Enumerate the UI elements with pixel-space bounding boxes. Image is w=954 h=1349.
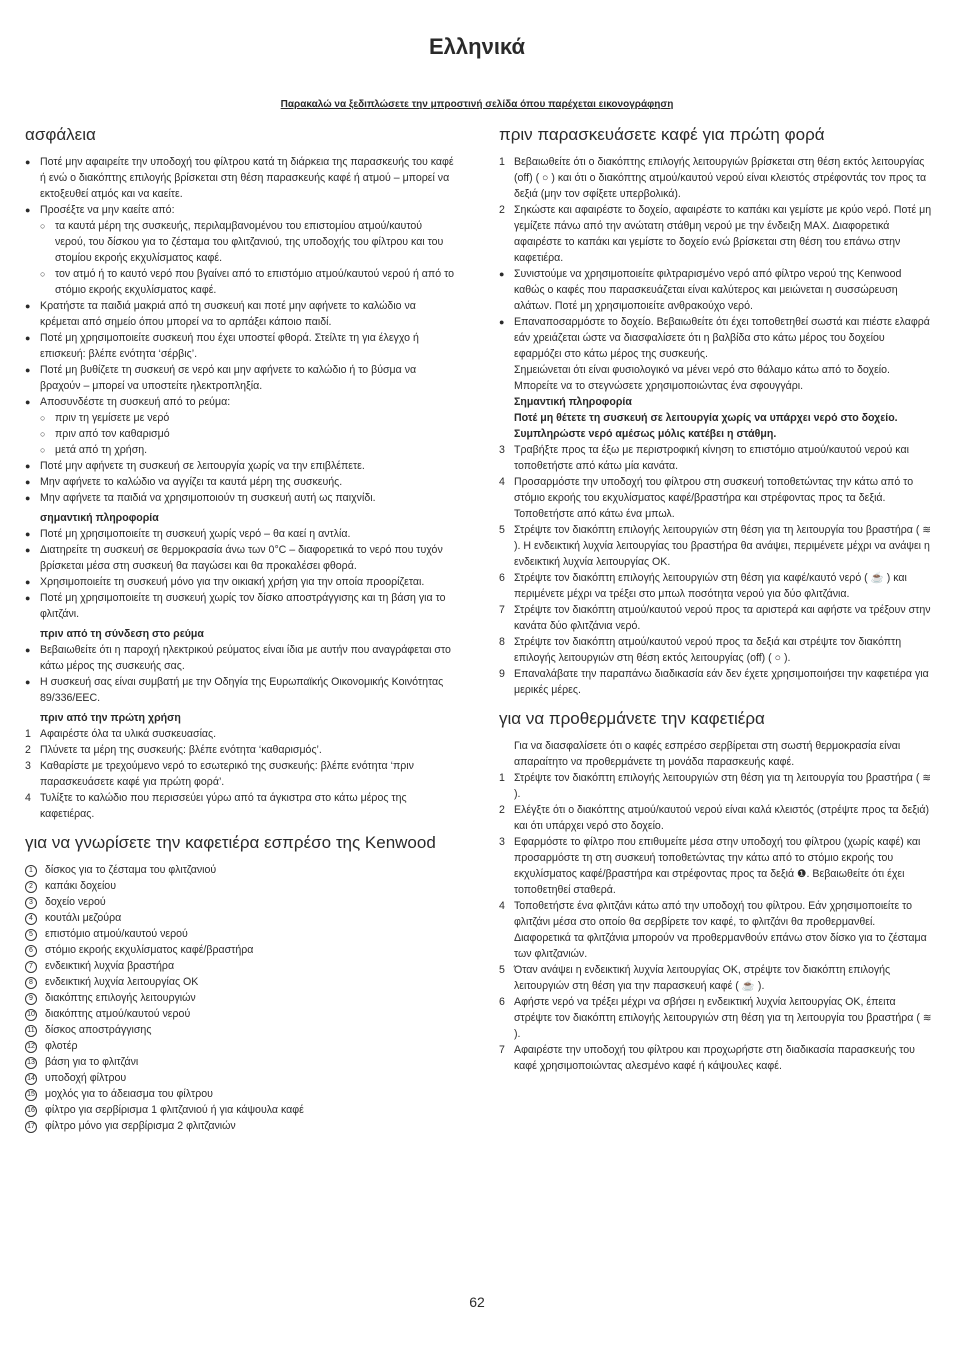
part-number: 15 bbox=[25, 1089, 37, 1101]
note-text: Σημειώνεται ότι είναι φυσιολογικό να μένει νερό στο θάλαμο κάτω από το δοχείο. Μπορείτε να το στεγνώσετε χρησιμοποιώντας ένα σφουγγάρι. bbox=[514, 364, 890, 392]
list-item: ● Μην αφήνετε το καλώδιο να αγγίζει τα καυτά μέρη της συσκευής. bbox=[25, 476, 343, 488]
part-label: βάση για το φλιτζάνι bbox=[45, 1056, 139, 1068]
list-item: 4 Τυλίξτε το καλώδιο που περισσεύει γύρω από τα άγκιστρα στο κάτω μέρος της καφετιέρας. bbox=[25, 792, 407, 820]
part-label: δίσκος αποστράγγισης bbox=[45, 1024, 152, 1036]
part-number: 16 bbox=[25, 1105, 37, 1117]
part-number: 12 bbox=[25, 1041, 37, 1053]
list-item: ○ πριν τη γεμίσετε με νερό bbox=[40, 412, 170, 424]
list-item: ● Ποτέ μη βυθίζετε τη συσκευή σε νερό και μην αφήνετε το καλώδιο ή το βύσμα να βραχούν – μπορεί να υποστείτε ηλεκτροπληξία. bbox=[25, 364, 417, 392]
list-item: 2 Πλύνετε τα μέρη της συσκευής: βλέπε ενότητα ‘καθαρισμός’. bbox=[25, 744, 322, 756]
list-item: 8 Στρέψτε τον διακόπτη ατμού/καυτού νερού προς τα δεξιά και στρέψτε τον διακόπτη επιλογής λειτουργιών στη θέση εκτός λειτουργίας (off) ( ○ ). bbox=[499, 636, 902, 664]
part-number: 4 bbox=[25, 913, 37, 925]
part-item bbox=[25, 974, 455, 990]
part-item bbox=[25, 910, 455, 926]
list-item: 7 Στρέψτε τον διακόπτη ατμού/καυτού νερού προς τα αριστερά και αφήστε να τρέξουν στην κανάτα δύο φλιτζάνια νερό. bbox=[499, 604, 931, 632]
part-number: 2 bbox=[25, 881, 37, 893]
list-item: 4 Προσαρμόστε την υποδοχή του φίλτρου στη συσκευή τοποθετώντας την κάτω από το στόμιο εκροής του εκχυλίσματος καφέ/βραστήρα και στρέφοντας προς τα δεξιά. Τοποθετήστε από κάτω ένα μπωλ. bbox=[499, 476, 914, 520]
list-item: ○ μετά από τη χρήση. bbox=[40, 444, 148, 456]
list-item: 1 Στρέψτε τον διακόπτη επιλογής λειτουργιών στη θέση για τη λειτουργία του βραστήρα ( ≋ ). bbox=[499, 772, 932, 800]
part-item bbox=[25, 1022, 455, 1038]
list-item: 7 Αφαιρέστε την υποδοχή του φίλτρου και προχωρήστε στη διαδικασία παρασκευής του καφέ χρησιμοποιώντας αλεσμένο καφέ ή κάψουλες καφέ. bbox=[499, 1044, 915, 1072]
part-number: 9 bbox=[25, 993, 37, 1005]
list-item: ● Ποτέ μην αφήνετε τη συσκευή σε λειτουργία χωρίς να την επιβλέπετε. bbox=[25, 460, 365, 472]
list-item: ○ πριν από τον καθαρισμό bbox=[40, 428, 170, 440]
part-number: 3 bbox=[25, 897, 37, 909]
part-item bbox=[25, 1006, 455, 1022]
part-item bbox=[25, 1054, 455, 1070]
fold-out-note: Παρακαλώ να ξεδιπλώσετε την μπροστινή σελίδα όπου παρέχεται εικονογράφηση bbox=[280, 99, 674, 110]
list-item: 4 Τοποθετήστε ένα φλιτζάνι κάτω από την υποδοχή του φίλτρου. Εάν χρησιμοποιείτε το φλιτζάνι μέσα στο οποίο θα σερβίρετε τον καφέ, το φλιτζάνι θα προθερμανθεί. Διαφορετικά τα φλιτζάνια μπορούν να προθερμανθούν επάνω στον δίσκο για το ζέσταμα των φλιτζανιών. bbox=[499, 900, 927, 960]
preheat-heading: για να προθερμάνετε την καφετιέρα bbox=[499, 709, 765, 728]
part-number: 14 bbox=[25, 1073, 37, 1085]
part-label: επιστόμιο ατμού/καυτού νερού bbox=[45, 928, 188, 940]
list-item: ● Διατηρείτε τη συσκευή σε θερμοκρασία άνω των 0°C – διαφορετικά το νερό που τυχόν βρίσκεται μέσα στη συσκευή θα παγώσει και θα προκαλέσει φθορά. bbox=[25, 544, 443, 572]
part-number: 5 bbox=[25, 929, 37, 941]
part-label: δίσκος για το ζέσταμα του φλιτζανιού bbox=[45, 864, 217, 876]
part-label: ενδεικτική λυχνία λειτουργίας OK bbox=[45, 976, 199, 988]
part-number: 6 bbox=[25, 945, 37, 957]
important-note-heading: Σημαντική πληροφορία bbox=[514, 396, 632, 408]
list-item: 1 Αφαιρέστε όλα τα υλικά συσκευασίας. bbox=[25, 728, 217, 740]
part-item bbox=[25, 942, 455, 958]
part-number: 7 bbox=[25, 961, 37, 973]
part-number: 11 bbox=[25, 1025, 37, 1037]
part-label: υποδοχή φίλτρου bbox=[45, 1072, 127, 1084]
list-item: ○ τον ατμό ή το καυτό νερό που βγαίνει από το επιστόμιο ατμού/καυτού νερού ή από το στόμιο εκροής εκχυλίσματος καφέ. bbox=[40, 268, 455, 296]
part-label: φλοτέρ bbox=[45, 1040, 78, 1052]
part-item bbox=[25, 1118, 455, 1134]
list-item: ● Αποσυνδέστε τη συσκευή από το ρεύμα: bbox=[25, 396, 231, 408]
list-item: ● Η συσκευή σας είναι συμβατή με την Οδηγία της Ευρωπαϊκής Οικονομικής Κοινότητας 89/336/EEC. bbox=[25, 676, 444, 704]
part-item bbox=[25, 990, 455, 1006]
part-number: 13 bbox=[25, 1057, 37, 1069]
part-label: μοχλός για το άδειασμα του φίλτρου bbox=[45, 1088, 213, 1100]
list-item: 6 Αφήστε νερό να τρέξει μέχρι να σβήσει η ενδεικτική λυχνία λειτουργίας OK, έπειτα στρέψτε τον διακόπτη επιλογής λειτουργιών στη θέση για τη λειτουργία του βραστήρα ( ≋ ). bbox=[499, 996, 932, 1040]
list-item: ○ τα καυτά μέρη της συσκευής, περιλαμβανομένου του επιστομίου ατμού/καυτού νερού, του δίσκου για το ζέσταμα του φλιτζανιού, της υποδοχής του φίλτρου και του στομίου εκροής εκχυλίσματος καφέ. bbox=[40, 220, 444, 264]
list-item: ● Ποτέ μη χρησιμοποιείτε συσκευή που έχει υποστεί φθορά. Στείλτε τη για έλεγχο ή επισκευή: βλέπε ενότητα ‘σέρβις’. bbox=[25, 332, 419, 360]
part-label: διακόπτης ατμού/καυτού νερού bbox=[45, 1008, 191, 1020]
part-item bbox=[25, 862, 455, 878]
part-item bbox=[25, 1086, 455, 1102]
page-title: Ελληνικά bbox=[429, 34, 525, 59]
part-label: κουτάλι μεζούρα bbox=[45, 912, 122, 924]
right-column bbox=[499, 124, 933, 1074]
part-item bbox=[25, 926, 455, 942]
part-item bbox=[25, 958, 455, 974]
list-item: 6 Στρέψτε τον διακόπτη επιλογής λειτουργιών στη θέση για καφέ/καυτό νερό ( ☕ ) και περιμένετε μέχρι να τρέξει στο μπωλ ποσότητα νερού για δύο φλιτζάνια. bbox=[499, 572, 907, 600]
part-label: φίλτρο μόνο για σερβίρισμα 2 φλιτζανιών bbox=[45, 1120, 236, 1132]
part-item bbox=[25, 1070, 455, 1086]
part-number: 8 bbox=[25, 977, 37, 989]
before-plug-heading: πριν από τη σύνδεση στο ρεύμα bbox=[40, 628, 204, 640]
list-item: 3 Καθαρίστε με τρεχούμενο νερό το εσωτερικό της συσκευής: βλέπε ενότητα ‘πριν παρασκευάσετε καφέ για πρώτη φορά’. bbox=[25, 760, 414, 788]
list-item: ● Ποτέ μη χρησιμοποιείτε τη συσκευή χωρίς τον δίσκο αποστράγγισης και τη βάση για το φλιτζάνι. bbox=[25, 592, 446, 620]
part-label: στόμιο εκροής εκχυλίσματος καφέ/βραστήρα bbox=[45, 944, 254, 956]
page-number: 62 bbox=[469, 1294, 485, 1310]
list-item: ● Ποτέ μη χρησιμοποιείτε τη συσκευή χωρίς νερό – θα καεί η αντλία. bbox=[25, 528, 351, 540]
part-label: διακόπτης επιλογής λειτουργιών bbox=[45, 992, 196, 1004]
first-use-heading: πριν από την πρώτη χρήση bbox=[40, 712, 181, 724]
part-number: 1 bbox=[25, 865, 37, 877]
list-item: 1 Βεβαιωθείτε ότι ο διακόπτης επιλογής λειτουργιών βρίσκεται στη θέση εκτός λειτουργίας (off) ( ○ ) και ότι ο διακόπτης ατμού/καυτού νερού είναι κλειστός στρέφοντάς τον προς τα δεξιά (μην τον σφίξετε υπερβολικά). bbox=[499, 156, 927, 200]
parts-list bbox=[25, 862, 455, 1134]
part-label: καπάκι δοχείου bbox=[45, 880, 116, 892]
list-item: 9 Επαναλάβατε την παραπάνω διαδικασία εάν δεν έχετε χρησιμοποιήσει την καφετιέρα για μερικές μέρες. bbox=[499, 668, 929, 696]
left-column bbox=[25, 124, 455, 1134]
list-item: ● Προσέξτε να μην καείτε από: bbox=[25, 204, 175, 216]
list-item: 2 Ελέγξτε ότι ο διακόπτης ατμού/καυτού νερού είναι καλά κλειστός (στρέψτε προς τα δεξιά) και ότι υπάρχει νερό στο δοχείο. bbox=[499, 804, 929, 832]
preheat-intro: Για να διασφαλίσετε ότι ο καφές εσπρέσο σερβίρεται στη σωστή θερμοκρασία είναι απαραίτητο να προθερμάνετε τη μονάδα παρασκευής καφέ. bbox=[514, 740, 901, 768]
list-item: ● Μην αφήνετε τα παιδιά να χρησιμοποιούν τη συσκευή αυτή ως παιχνίδι. bbox=[25, 492, 376, 504]
important-heading: σημαντική πληροφορία bbox=[40, 512, 159, 524]
part-item bbox=[25, 1102, 455, 1118]
part-item bbox=[25, 1038, 455, 1054]
part-number: 17 bbox=[25, 1121, 37, 1133]
part-number: 10 bbox=[25, 1009, 37, 1021]
part-label: ενδεικτική λυχνία βραστήρα bbox=[45, 960, 175, 972]
list-item: ● Επαναποσαρμόστε το δοχείο. Βεβαιωθείτε ότι έχει τοποθετηθεί σωστά και πιέστε ελαφρά εάν χρειάζεται ώστε να διασφαλίσετε ότι η βαλβίδα στο κάτω μέρος του δοχείου εφαρμόζει στο κάτω μέρος της συσκευής. bbox=[499, 316, 930, 360]
part-item bbox=[25, 878, 455, 894]
list-item: ● Ποτέ μην αφαιρείτε την υποδοχή του φίλτρου κατά τη διάρκεια της παρασκευής του καφέ ή ενώ ο διακόπτης επιλογής βρίσκεται στη θέση παρασκευής καφέ ή ατμού – μπορεί να εκτοξευθεί ατμός και να καείτε. bbox=[25, 156, 454, 200]
safety-heading: ασφάλεια bbox=[25, 125, 96, 144]
first-coffee-heading: πριν παρασκευάσετε καφέ για πρώτη φορά bbox=[499, 125, 825, 144]
list-item: 2 Σηκώστε και αφαιρέστε το δοχείο, αφαιρέστε το καπάκι και γεμίστε με κρύο νερό. Ποτέ μη γεμίζετε πάνω από την ανώτατη στάθμη νερού με την ένδειξη MAX. Διαφορετικά αφαιρέστε το καπάκι και γεμίστε το δοχείο ενώ βρίσκεται στη θέση του επάνω στην καφετιέρα. bbox=[499, 204, 932, 264]
part-label: φίλτρο για σερβίρισμα 1 φλιτζανιού ή για κάψουλα καφέ bbox=[45, 1104, 304, 1116]
list-item: 5 Όταν ανάψει η ενδεικτική λυχνία λειτουργίας OK, στρέψτε τον διακόπτη επιλογής λειτουργιών στη θέση για την παρασκευή καφέ ( ☕ ). bbox=[499, 964, 891, 992]
list-item: ● Συνιστούμε να χρησιμοποιείτε φιλτραρισμένο νερό από φίλτρο νερού της Kenwood καθώς ο καφές που παρασκευάζεται είναι καλύτερος και μειώνεται η συσσώρευση αλάτων. Ποτέ μη χρησιμοποιείτε ανθρακούχο νερό. bbox=[499, 268, 902, 312]
part-label: δοχείο νερού bbox=[45, 896, 106, 908]
parts-heading: για να γνωρίσετε την καφετιέρα εσπρέσο της Kenwood bbox=[25, 833, 436, 852]
important-note-text: Ποτέ μη θέτετε τη συσκευή σε λειτουργία χωρίς να υπάρχει νερό στο δοχείο. Συμπληρώστε νερό αμέσως μόλις κατέβει η στάθμη. bbox=[514, 412, 898, 440]
part-item bbox=[25, 894, 455, 910]
list-item: ● Χρησιμοποιείτε τη συσκευή μόνο για την οικιακή χρήση για την οποία προορίζεται. bbox=[25, 576, 425, 588]
list-item: ● Βεβαιωθείτε ότι η παροχή ηλεκτρικού ρεύματος είναι ίδια με αυτήν που αναγράφεται στο κάτω μέρος της συσκευής σας. bbox=[25, 644, 451, 672]
list-item: 3 Εφαρμόστε το φίλτρο που επιθυμείτε μέσα στην υποδοχή του φίλτρου (χωρίς καφέ) και προσαρμόστε τη στη συσκευή τοποθετώντας την κάτω από το στόμιο εκροής του εκχυλίσματος καφέ/βραστήρα και στρέφοντας προς τα δεξιά ❶. Βεβαιωθείτε ότι έχει τοποθετηθεί σταθερά. bbox=[499, 836, 921, 896]
list-item: 5 Στρέψτε τον διακόπτη επιλογής λειτουργιών στη θέση για τη λειτουργία του βραστήρα ( ≋ ). Η ενδεικτική λυχνία λειτουργίας του βραστήρα θα ανάψει, περιμένετε μέχρι να ανάψει η ενδεικτική λυχνία λειτουργίας OK. bbox=[499, 524, 932, 568]
list-item: ● Κρατήστε τα παιδιά μακριά από τη συσκευή και ποτέ μην αφήνετε το καλώδιο να κρέμεται από σημείο όπου μπορεί να το αρπάξει κάποιο παιδί. bbox=[25, 300, 416, 328]
list-item: 3 Τραβήξτε προς τα έξω με περιστροφική κίνηση το επιστόμιο ατμού/καυτού νερού και τοποθετήστε από κάτω μία κανάτα. bbox=[499, 444, 909, 472]
